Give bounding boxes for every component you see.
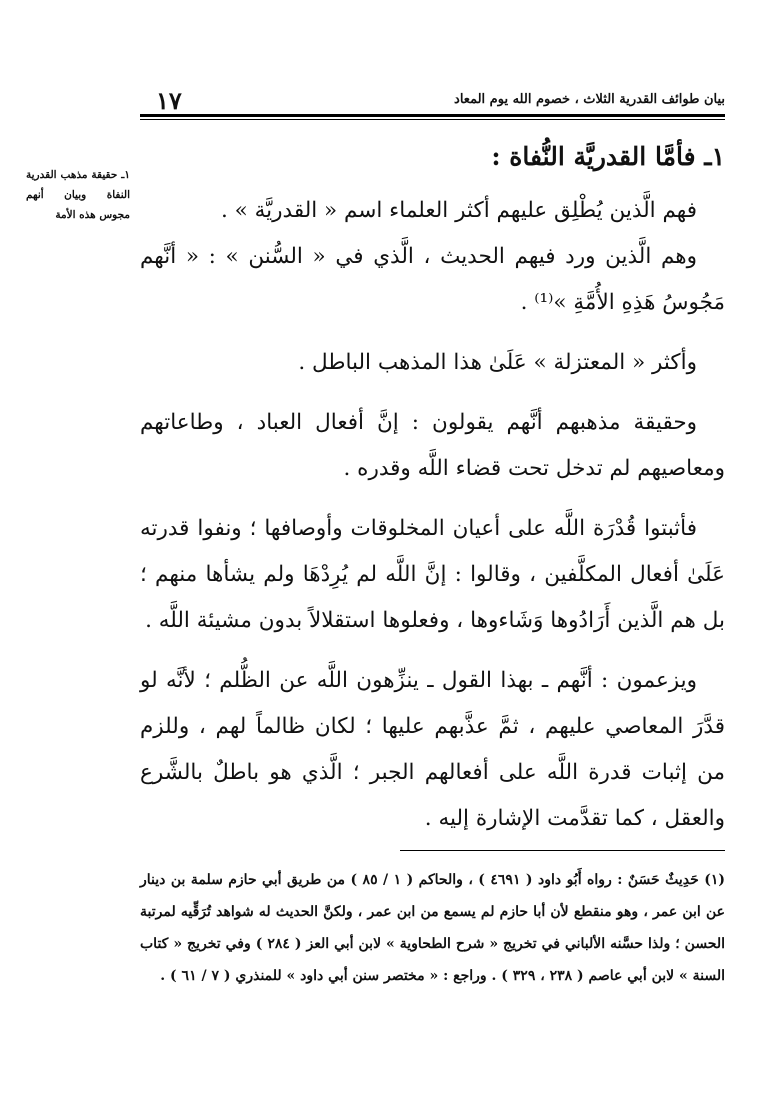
header-title: بيان طوائف القدرية الثلاث ، خصوم الله يوم المعاد [454,92,725,107]
paragraph-1: فهم الَّذين يُطْلِق عليهم أكثر العلماء اسم « القدريَّة » . [220,198,697,223]
margin-note: ١ـ حقيقة مذهب القدرية النفاة وبيان أنهم مجوس هذه الأمة [26,169,130,221]
running-header [140,86,725,116]
paragraph-6: ويزعمون : أنَّهم ـ بهذا القول ـ ينزِّهون اللَّه عن الظُّلم ؛ لأنَّه لو قدَّرَ المعاصي عليهم ، ثمَّ عذَّبهم عليها ؛ لكان ظالماً لهم ، وللزم من إثبات قدرة اللَّه على أفعالهم الجبر ؛ الَّذي هو باطلٌ بالشَّرع والعقل ، كما تقدَّمت الإشارة إليه . [140,668,725,831]
header-rule-thin [140,119,725,120]
footnote-rule [400,850,725,851]
section-title: ١ـ فأمَّا القدريَّة النُّفاة : [491,142,725,171]
paragraph-4: وحقيقة مذهبهم أنَّهم يقولون : إنَّ أفعال العباد ، وطاعاتهم ومعاصيهم لم تدخل تحت قضاء اللَّه وقدره . [140,410,725,481]
page-number: ١٧ [156,86,182,115]
paragraph-3: وأكثر « المعتزلة » عَلَىٰ هذا المذهب الباطل . [298,350,697,375]
paragraph-2: وهم الَّذين ورد فيهم الحديث ، الَّذي في « السُّنن » : « أنَّهم مَجُوسُ هَذِهِ الأُمَّةِ »⁽¹⁾ . [140,244,725,315]
paragraph-5: فأثبتوا قُدْرَة اللَّه على أعيان المخلوقات وأوصافها ؛ ونفوا قدرته عَلَىٰ أفعال المكلَّفين ، وقالوا : إنَّ اللَّه لم يُرِدْهَا ولم يشأها منهم ؛ بل هم الَّذين أَرَادُوها وَشَاءوها ، وفعلوها استقلالاً بدون مشيئة اللَّه . [140,516,725,633]
footnote: (١) حَدِيثٌ حَسَنٌ : رواه أَبُو داود ( ٤٦٩١ ) ، والحاكم ( ١ / ٨٥ ) من طريق أبي حازم سلمة بن دينار عن ابن عمر ، وهو منقطع لأن أبا حازم لم يسمع من ابن عمر ، ولكنَّ الحديث له شواهد تُرَقِّيه لمرتبة الحسن ؛ ولذا حسَّنه الألباني في تخريج « شرح الطحاوية » لابن أبي العز ( ٢٨٤ ) وفي تخريج « كتاب السنة » لابن أبي عاصم ( ٢٣٨ ، ٣٢٩ ) . وراجع : « مختصر سنن أبي داود » للمنذري ( ٧ / ٦١ ) . [140,872,725,984]
body-text [140,188,725,842]
header-rule [140,114,725,117]
